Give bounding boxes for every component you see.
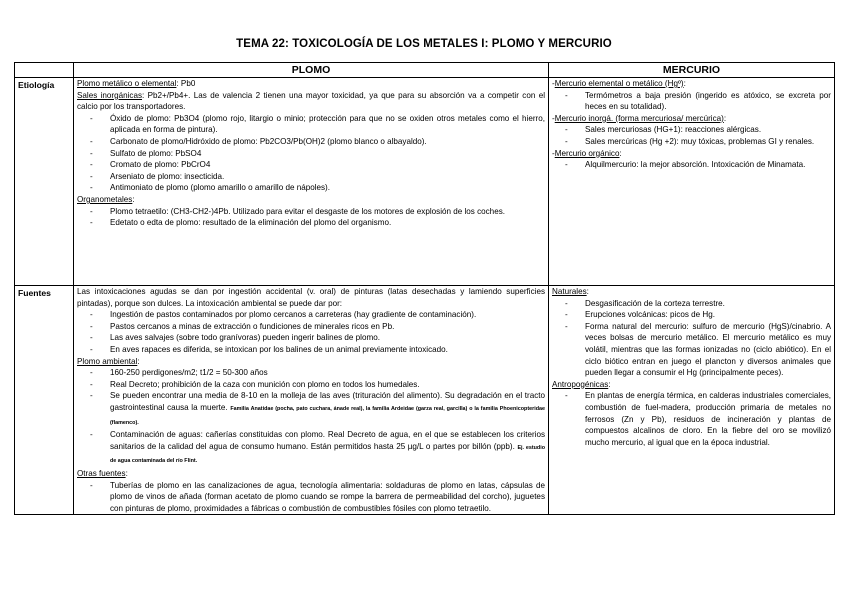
list-item: - Forma natural del mercurio: sulfuro de mercurio (HgS)/cinabrio. A veces bolsas de mercurio metálico. El mercurio metálico es muy volátil, mientras que las formas ionizadas no (ciclo abiótico). En el ciclo biótico entran en juego el plancton y diversos animales que pueden llegar a consumir el Hg (principalmente peces). bbox=[585, 321, 831, 379]
list-item: - Real Decreto; prohibición de la caza con munición con plomo en todos los humedales. bbox=[110, 379, 545, 391]
list-item: - Edetato o edta de plomo: resultado de la eliminación del plomo del organismo. bbox=[110, 217, 545, 229]
mercurio-elemental-list bbox=[552, 90, 831, 113]
list-item: - Óxido de plomo: Pb3O4 (plomo rojo, litargio o minio; protección para que no se oxiden otros metales como el hierro, aplicada en forma de pintura). bbox=[110, 113, 545, 136]
sales-inorganicas-line bbox=[77, 90, 545, 113]
sales-inorganicas-text: : Pb2+/Pb4+. Las de valencia 2 tienen una mayor toxicidad, ya que para su absorción va a competir con el calcio por los transportadores. bbox=[77, 90, 546, 112]
mercurio-inorganico-list bbox=[552, 124, 831, 147]
aguas-note: Ej. estudio de agua contaminada del río Flint. bbox=[110, 444, 545, 465]
header-plomo: PLOMO bbox=[74, 63, 549, 78]
list-item: - 160-250 perdigones/m2; t1/2 = 50-300 años bbox=[110, 367, 545, 379]
row-label-fuentes: Fuentes bbox=[15, 286, 74, 515]
antropogenicas-list bbox=[552, 390, 831, 448]
row-etiologia bbox=[15, 78, 835, 286]
naturales-label: Naturales bbox=[552, 287, 587, 296]
antropogenicas-label: Antropogénicas bbox=[552, 379, 609, 389]
list-item: - Desgasificación de la corteza terrestre. bbox=[585, 298, 831, 310]
list-item: - Sales mercuriosas (HG+1): reacciones alérgicas. bbox=[585, 124, 831, 136]
dash: - bbox=[552, 79, 555, 88]
list-item: - Ingestión de pastos contaminados por plomo cercanos a carreteras (hay gradiente de contaminación). bbox=[110, 309, 545, 321]
plomo-metalico-line bbox=[77, 78, 545, 90]
list-item: - Cromato de plomo: PbCrO4 bbox=[110, 159, 545, 171]
antropogenicas-line bbox=[552, 379, 831, 391]
etiologia-plomo-cell bbox=[74, 78, 549, 286]
header-row bbox=[15, 63, 835, 78]
fuentes-intro: Las intoxicaciones agudas se dan por ingestión accidental (v. oral) de pinturas (latas desechadas y lamiendo superficies pintadas), porque son dulces. La intoxicación ambiental se puede dar por: bbox=[77, 287, 545, 308]
dash: - bbox=[552, 113, 555, 123]
fuentes-plomo-cell bbox=[74, 286, 549, 515]
list-item: - Erupciones volcánicas: picos de Hg. bbox=[585, 309, 831, 321]
document-title: TEMA 22: TOXICOLOGÍA DE LOS METALES I: PLOMO Y MERCURIO bbox=[236, 38, 612, 50]
list-item bbox=[110, 429, 545, 468]
toxicology-table bbox=[14, 62, 835, 515]
colon: : bbox=[608, 379, 611, 389]
naturales-line bbox=[552, 286, 831, 298]
row-fuentes bbox=[15, 286, 835, 515]
colon: : bbox=[683, 79, 686, 88]
list-item: - Carbonato de plomo/Hidróxido de plomo: Pb2CO3/Pb(OH)2 (plomo blanco o albayaldo). bbox=[110, 136, 545, 148]
list-item: - Las aves salvajes (sobre todo granívoras) pueden ingerir balines de plomo. bbox=[110, 332, 545, 344]
sales-inorganicas-label: Sales inorgánicas bbox=[77, 90, 143, 100]
mercurio-organico-list bbox=[552, 159, 831, 171]
mercurio-inorganico-label: Mercurio inorgá. (forma mercuriosa/ mercúrica) bbox=[554, 113, 724, 123]
list-item bbox=[110, 390, 545, 429]
list-item: - Pastos cercanos a minas de extracción o fundiciones de minerales ricos en Pb. bbox=[110, 321, 545, 333]
plomo-metalico-label: Plomo metálico o elemental bbox=[77, 79, 177, 88]
aves-note: Familia Anatidae (pocha, pato cuchara, ánade real), la familia Ardeidae (garza real, garcilla) o la familia Phoenicopteridae (flamenco). bbox=[110, 405, 545, 426]
fuentes-intro-list bbox=[77, 309, 545, 355]
list-item: - Alquilmercurio: la mejor absorción. Intoxicación de Minamata. bbox=[585, 159, 831, 171]
organometales-list bbox=[77, 206, 545, 229]
plomo-metalico-text: : Pb0 bbox=[176, 79, 196, 88]
header-mercurio: MERCURIO bbox=[549, 63, 835, 78]
dash: - bbox=[552, 148, 555, 158]
colon: : bbox=[137, 356, 140, 366]
list-item: - Plomo tetraetilo: (CH3-CH2-)4Pb. Utilizado para evitar el desgaste de los motores de explosión de los coches. bbox=[110, 206, 545, 218]
list-item: - Termómetros a baja presión (ingerido es atóxico, se excreta por heces en su totalidad). bbox=[585, 90, 831, 113]
mercurio-organico-label: Mercurio orgánico bbox=[554, 148, 620, 158]
plomo-ambiental-list bbox=[77, 367, 545, 468]
colon: : bbox=[125, 468, 128, 478]
sales-list bbox=[77, 113, 545, 194]
etiologia-mercurio-cell bbox=[549, 78, 835, 286]
colon: : bbox=[586, 287, 589, 296]
otras-fuentes-line bbox=[77, 468, 545, 480]
plomo-ambiental-line bbox=[77, 356, 545, 368]
list-item: - Tuberías de plomo en las canalizaciones de agua, tecnología alimentaria: soldaduras de plomo en latas, cápsulas de plomo de vinos de añada (forman acetato de plomo cuando se rompe la barrera de permeabilidad del corcho), juguetes con pinturas de plomo, proximidades a fábricas o combustión de combustibles fósiles con plomo tetraetilo. bbox=[110, 480, 545, 515]
otras-fuentes-label: Otras fuentes bbox=[77, 468, 126, 478]
aves-text: Se pueden encontrar una media de 8-10 en la molleja de las aves (trituración del alimento). Su degradación en el tracto gastrointestinal causa la muerte. bbox=[110, 391, 545, 412]
list-item: - Sulfato de plomo: PbSO4 bbox=[110, 148, 545, 160]
list-item: - En plantas de energía térmica, en calderas industriales comerciales, combustión de fuel-madera, producción primaria de metales no ferrosos (Zn y Pb), residuos de incineración y plantas de compuestos alcalinos de cloro. En la fiebre del oro se movilizó mucho mercurio, al igual que en la época industrial. bbox=[585, 390, 831, 448]
naturales-list bbox=[552, 298, 831, 379]
colon: : bbox=[619, 148, 622, 158]
aguas-text: Contaminación de aguas: cañerías constituidas con plomo. Real Decreto de agua, en el que se establecen los criterios sanitarios de la calidad del agua de consumo humano. Están permitidos hasta 25 µg/L o partes por billón (ppb). bbox=[110, 430, 545, 451]
organometales-text: : bbox=[132, 194, 135, 204]
organometales-label: Organometales bbox=[77, 194, 133, 204]
mercurio-elemental-line bbox=[552, 78, 831, 90]
mercurio-inorganico-line bbox=[552, 113, 831, 125]
plomo-ambiental-label: Plomo ambiental bbox=[77, 356, 138, 366]
corner-cell bbox=[15, 63, 74, 78]
list-item: - Sales mercúricas (Hg +2): muy tóxicas, problemas GI y renales. bbox=[585, 136, 831, 148]
mercurio-organico-line bbox=[552, 148, 831, 160]
otras-fuentes-list bbox=[77, 480, 545, 515]
list-item: - En aves rapaces es diferida, se intoxican por los balines de un animal previamente intoxicado. bbox=[110, 344, 545, 356]
organometales-line bbox=[77, 194, 545, 206]
colon: : bbox=[723, 113, 727, 123]
list-item: - Arseniato de plomo: insecticida. bbox=[110, 171, 545, 183]
fuentes-mercurio-cell bbox=[549, 286, 835, 515]
mercurio-elemental-label: Mercurio elemental o metálico (Hgº) bbox=[554, 79, 684, 88]
list-item: - Antimoniato de plomo (plomo amarillo o amarillo de nápoles). bbox=[110, 182, 545, 194]
row-label-etiologia: Etiología bbox=[15, 78, 74, 286]
